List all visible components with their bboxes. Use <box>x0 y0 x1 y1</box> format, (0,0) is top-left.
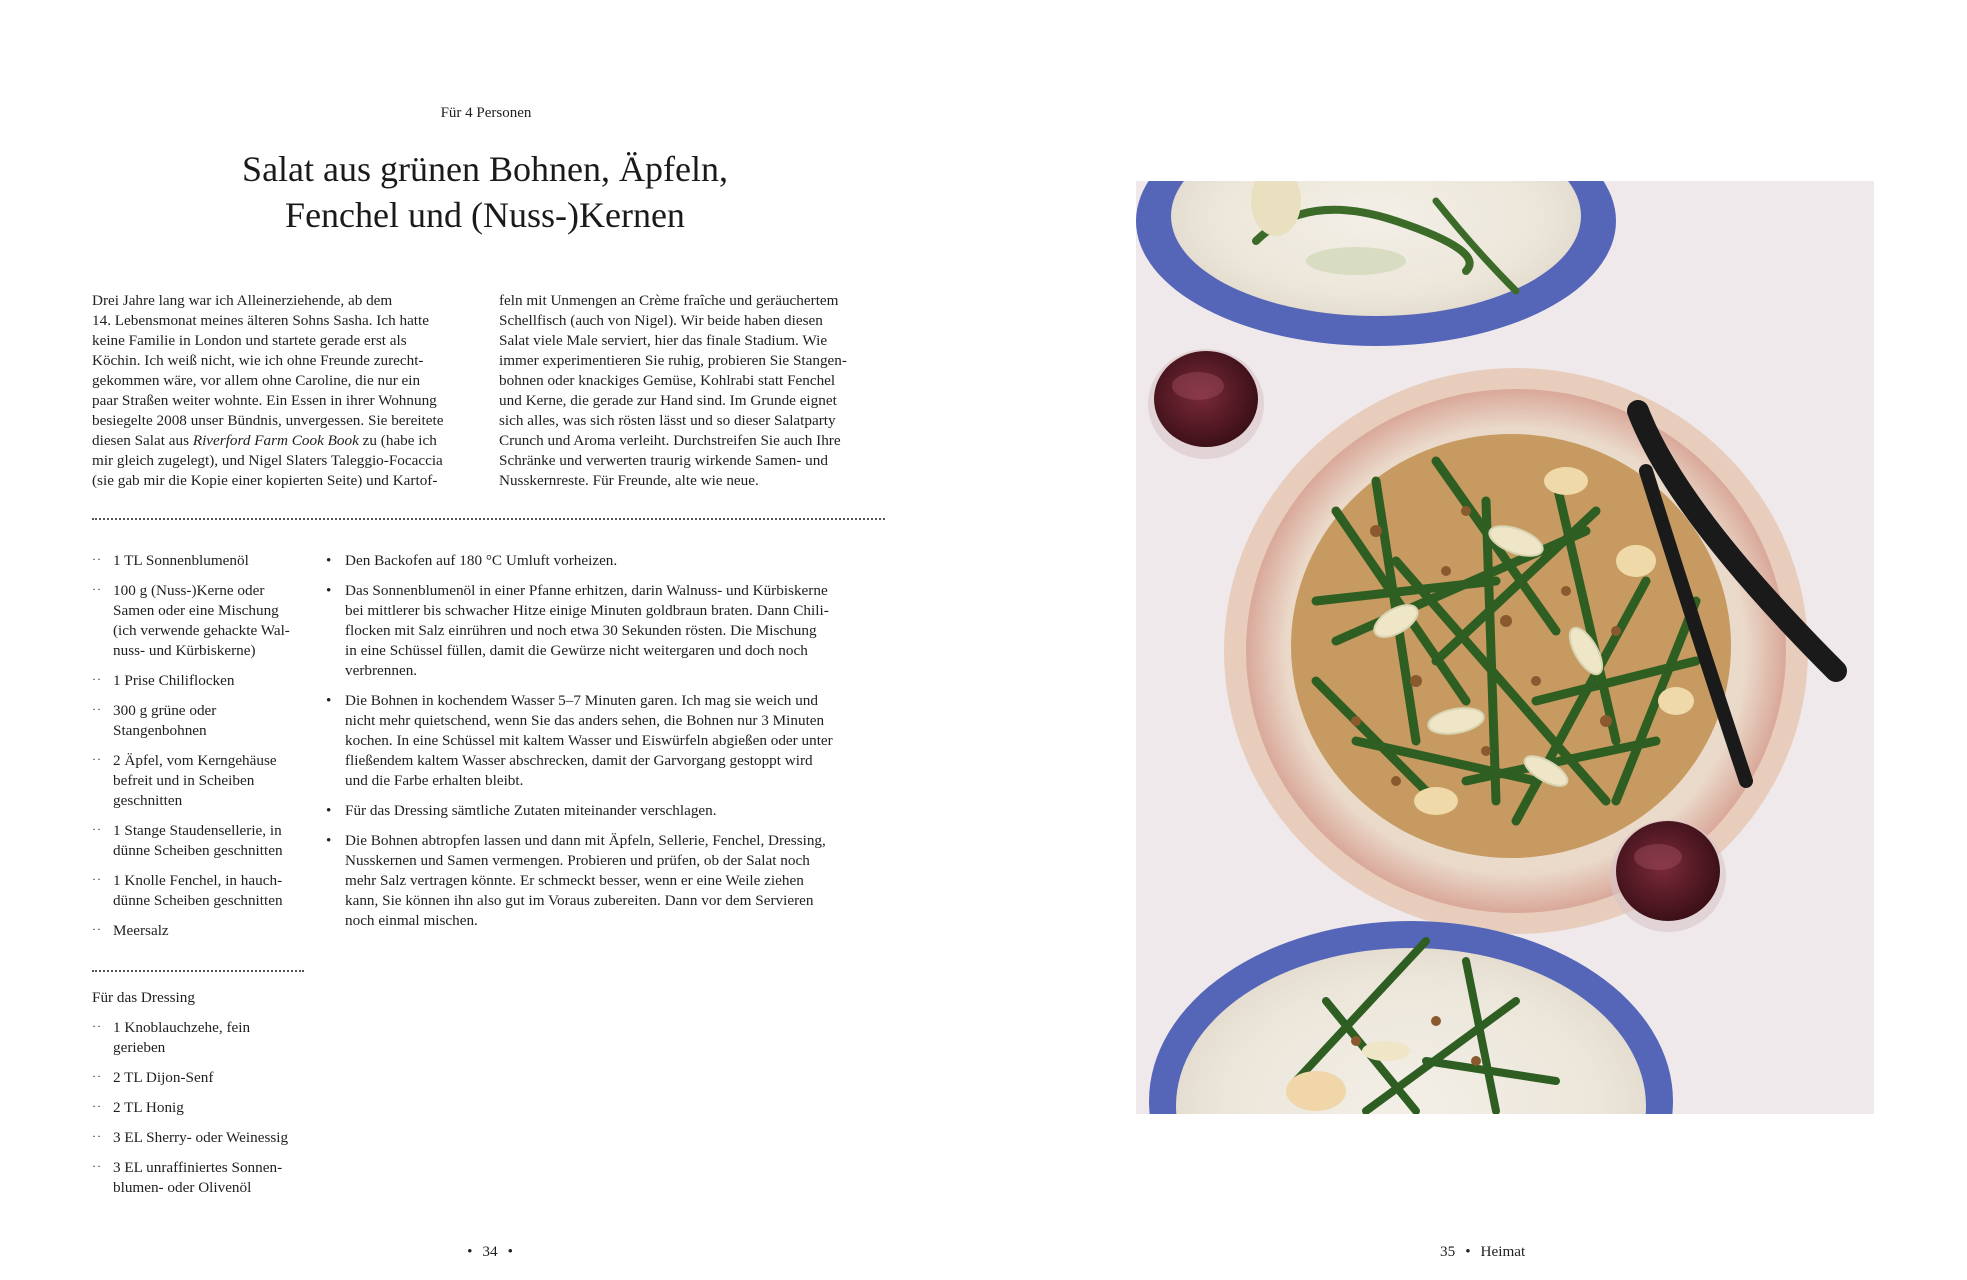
ingredient-item <box>92 751 304 811</box>
bullet-marker: ·· <box>92 552 102 566</box>
intro-line <box>92 431 480 451</box>
bullet-marker: ·· <box>92 872 102 886</box>
bullet-marker: ·· <box>92 822 102 836</box>
intro-line: Drei Jahre lang war ich Alleinerziehende, ab dem <box>92 292 393 309</box>
intro-line: sich alles, was sich rösten lässt und so dieser Salatparty <box>499 412 836 429</box>
ingredient-item <box>92 581 304 661</box>
method-step <box>326 801 886 821</box>
ingredient-item-line: 100 g (Nuss-)Kerne oder <box>113 582 265 599</box>
method-step-line: in eine Schüssel füllen, damit die Gewürze nicht weitergaren und doch noch <box>345 642 808 659</box>
ingredient-item-line: dünne Scheiben geschnitten <box>113 842 283 859</box>
juice-glass-top <box>1148 349 1264 459</box>
bullet-marker: • <box>326 692 332 709</box>
intro-line: und Kerne, die gerade zur Hand sind. Im Grunde eignet <box>499 392 837 409</box>
intro-line: Schränke und verwerten traurig wirkende Samen- und <box>499 452 828 469</box>
intro-line: immer experimentieren Sie ruhig, probieren Sie Stangen- <box>499 352 847 369</box>
intro-line: (sie gab mir die Kopie einer kopierten Seite) und Kartof- <box>92 472 438 489</box>
page-number-left: 34 <box>482 1243 498 1260</box>
bullet-marker: ·· <box>92 582 102 596</box>
intro-line: bohnen oder knackiges Gemüse, Kohlrabi statt Fenchel <box>499 372 836 389</box>
footer-bullet: • <box>1465 1243 1471 1260</box>
method-step-line: fließendem kaltem Wasser abschrecken, damit der Garvorgang gestoppt wird <box>345 752 813 769</box>
intro-line: gekommen wäre, vor allem ohne Caroline, die nur ein <box>92 372 421 389</box>
footer-right <box>1440 1242 1640 1262</box>
intro-line: mir gleich zugelegt), und Nigel Slaters Taleggio-Focaccia <box>92 452 443 469</box>
bullet-marker: ·· <box>92 752 102 766</box>
bullet-marker: • <box>326 802 332 819</box>
method-step-line: Die Bohnen in kochendem Wasser 5–7 Minuten garen. Ich mag sie weich und <box>345 692 818 709</box>
intro-line: Nusskernreste. Für Freunde, alte wie neue. <box>499 472 759 489</box>
method-step-line: kann, Sie können ihn also gut im Voraus zubereiten. Dann vor dem Servieren <box>345 892 814 909</box>
intro-line: keine Familie in London und startete gerade erst als <box>92 332 407 349</box>
bullet-marker: ·· <box>92 672 102 686</box>
footer-left <box>440 1242 540 1262</box>
dressing-item <box>92 1068 304 1088</box>
salad-photo-illustration <box>1136 181 1874 1114</box>
method-step <box>326 551 886 571</box>
dressing-item-line: 3 EL unraffiniertes Sonnen- <box>113 1159 283 1176</box>
method-step <box>326 831 886 931</box>
ingredient-item-line: 1 TL Sonnenblumenöl <box>113 552 249 569</box>
intro-line: Schellfisch (auch von Nigel). Wir beide haben diesen <box>499 312 823 329</box>
method-step-line: noch einmal mischen. <box>345 912 478 929</box>
ingredient-item <box>92 821 304 861</box>
ingredient-item-line: Meersalz <box>113 922 169 939</box>
intro-line: besiegelte 2008 unser Bündnis, unvergessen. Sie bereitete <box>92 412 444 429</box>
dressing-item-line: 2 TL Honig <box>113 1099 184 1116</box>
ingredient-item-line: Samen oder eine Mischung <box>113 602 279 619</box>
method-step-line: Die Bohnen abtropfen lassen und dann mit Äpfeln, Sellerie, Fenchel, Dressing, <box>345 832 826 849</box>
intro-left-column <box>92 291 480 491</box>
book-title: Riverford Farm Cook Book <box>192 432 359 449</box>
method-step-line: bei mittlerer bis schwacher Hitze einige Minuten goldbraun braten. Dann Chili- <box>345 602 829 619</box>
method-step <box>326 691 886 791</box>
title-line-2: Fenchel und (Nuss-)Kernen <box>285 195 685 235</box>
method-step-line: und die Farbe erhalten bleibt. <box>345 772 524 789</box>
method-steps <box>326 551 886 941</box>
method-step <box>326 581 886 681</box>
ingredient-item <box>92 701 304 741</box>
title-line-1: Salat aus grünen Bohnen, Äpfeln, <box>242 149 728 189</box>
ingredient-item-line: dünne Scheiben geschnitten <box>113 892 283 909</box>
ingredient-item-line: Stangenbohnen <box>113 722 207 739</box>
dressing-item-line: 2 TL Dijon-Senf <box>113 1069 214 1086</box>
dressing-item-line: 1 Knoblauchzehe, fein <box>113 1019 251 1036</box>
ingredient-item-line: nuss- und Kürbiskerne) <box>113 642 256 659</box>
bullet-marker: • <box>326 552 332 569</box>
bullet-marker: ·· <box>92 1069 102 1083</box>
dressing-heading: Für das Dressing <box>92 989 195 1006</box>
section-divider <box>92 518 885 520</box>
intro-line: Salat viele Male serviert, hier das finale Stadium. Wie <box>499 332 828 349</box>
ingredient-item-line: 2 Äpfel, vom Kerngehäuse <box>113 752 277 769</box>
intro-right-column <box>499 291 887 491</box>
bullet-marker: ·· <box>92 702 102 716</box>
method-step-line: kochen. In eine Schüssel mit kaltem Wasser und Eiswürfeln abgießen oder unter <box>345 732 833 749</box>
footer-bullet: • <box>507 1243 513 1260</box>
section-name: Heimat <box>1480 1243 1526 1260</box>
page-number-right: 35 <box>1440 1243 1456 1260</box>
juice-glass-bottom <box>1610 820 1726 932</box>
ingredient-item-line: geschnitten <box>113 792 183 809</box>
intro-line: feln mit Unmengen an Crème fraîche und geräuchertem <box>499 292 839 309</box>
method-step-line: Für das Dressing sämtliche Zutaten miteinander verschlagen. <box>345 802 717 819</box>
dressing-item-line: blumen- oder Olivenöl <box>113 1179 252 1196</box>
bullet-marker: ·· <box>92 1159 102 1173</box>
bullet-marker: ·· <box>92 1019 102 1033</box>
bullet-marker: • <box>326 832 332 849</box>
method-step-line: nicht mehr quietschend, wenn Sie das anders sehen, die Bohnen nur 3 Minuten <box>345 712 825 729</box>
ingredient-item-line: 300 g grüne oder <box>113 702 217 719</box>
intro-line: Köchin. Ich weiß nicht, wie ich ohne Freunde zurecht- <box>92 352 424 369</box>
ingredient-item <box>92 551 304 571</box>
dressing-ingredient-list <box>92 1018 304 1208</box>
intro-line: Crunch und Aroma verleiht. Durchstreifen Sie auch Ihre <box>499 432 841 449</box>
dressing-divider <box>92 970 304 972</box>
ingredient-list <box>92 551 304 951</box>
bullet-marker: • <box>326 582 332 599</box>
ingredient-item-line: 1 Knolle Fenchel, in hauch- <box>113 872 283 889</box>
intro-line: paar Straßen weiter wohnte. Ein Essen in ihrer Wohnung <box>92 392 437 409</box>
dressing-item-line: gerieben <box>113 1039 166 1056</box>
ingredient-item <box>92 671 304 691</box>
intro-line: 14. Lebensmonat meines älteren Sohns Sasha. Ich hatte <box>92 312 429 329</box>
ingredient-item <box>92 921 304 941</box>
recipe-title <box>140 146 830 238</box>
bullet-marker: ·· <box>92 1129 102 1143</box>
method-step-line: mehr Salz vertragen könnte. Er schmeckt besser, wenn er eine Weile ziehen <box>345 872 804 889</box>
salad-photo <box>1136 181 1874 1114</box>
method-step-line: Den Backofen auf 180 °C Umluft vorheizen. <box>345 552 618 569</box>
dressing-item <box>92 1098 304 1118</box>
ingredient-item-line: (ich verwende gehackte Wal- <box>113 622 290 639</box>
intro-text: diesen Salat aus <box>92 432 193 449</box>
ingredient-item-line: 1 Prise Chiliflocken <box>113 672 235 689</box>
bullet-marker: ·· <box>92 922 102 936</box>
intro-text: zu (habe ich <box>358 432 437 449</box>
ingredient-item <box>92 871 304 911</box>
method-step-line: flocken mit Salz einrühren und noch etwa 30 Sekunden rösten. Die Mischung <box>345 622 817 639</box>
dressing-item <box>92 1128 304 1148</box>
serves-label: Für 4 Personen <box>440 105 532 121</box>
dressing-item <box>92 1018 304 1058</box>
method-step-line: verbrennen. <box>345 662 418 679</box>
dressing-item-line: 3 EL Sherry- oder Weinessig <box>113 1129 289 1146</box>
footer-bullet: • <box>467 1243 473 1260</box>
ingredient-item-line: befreit und in Scheiben <box>113 772 255 789</box>
bullet-marker: ·· <box>92 1099 102 1113</box>
method-step-line: Das Sonnenblumenöl in einer Pfanne erhitzen, darin Walnuss- und Kürbiskerne <box>345 582 828 599</box>
dressing-item <box>92 1158 304 1198</box>
ingredient-item-line: 1 Stange Staudensellerie, in <box>113 822 282 839</box>
method-step-line: Nusskernen und Samen vermengen. Probieren und prüfen, ob der Salat noch <box>345 852 810 869</box>
